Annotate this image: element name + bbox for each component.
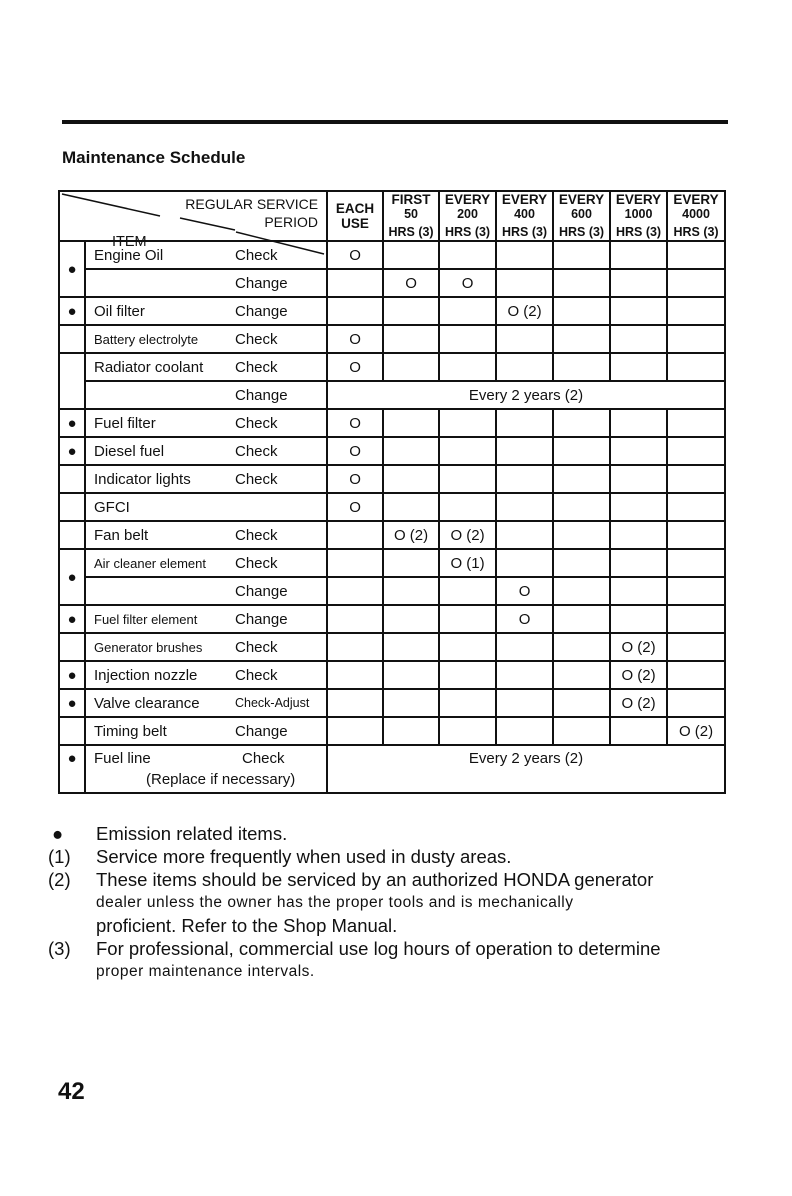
item-action: Change bbox=[231, 381, 327, 409]
footnote-line: dealer unless the owner has the proper tools and is mechanically bbox=[96, 894, 574, 911]
top-rule bbox=[62, 120, 728, 124]
table-row bbox=[59, 605, 725, 633]
cell bbox=[383, 549, 439, 577]
cell bbox=[496, 549, 553, 577]
footnote-3 bbox=[48, 937, 738, 983]
footnote-marker: (2) bbox=[48, 869, 71, 890]
cell bbox=[610, 717, 667, 745]
cell bbox=[610, 521, 667, 549]
col-bot: HRS (3) bbox=[673, 225, 719, 239]
cell: O bbox=[327, 325, 383, 353]
emission-bullet: ● bbox=[59, 437, 85, 465]
col-mid: USE bbox=[341, 216, 369, 231]
item-name bbox=[85, 269, 231, 297]
emission-bullet: ● bbox=[59, 241, 85, 297]
col-top: EVERY bbox=[501, 192, 548, 207]
cell bbox=[496, 689, 553, 717]
regular-service-label: REGULAR SERVICE bbox=[185, 196, 319, 212]
cell bbox=[667, 633, 725, 661]
cell bbox=[439, 325, 496, 353]
cell bbox=[667, 577, 725, 605]
item-action: Check-Adjust bbox=[231, 689, 327, 717]
item-action: Check bbox=[231, 353, 327, 381]
cell bbox=[496, 661, 553, 689]
item-name bbox=[85, 381, 231, 409]
cell bbox=[553, 661, 610, 689]
cell bbox=[496, 521, 553, 549]
cell bbox=[496, 269, 553, 297]
col-bot: HRS (3) bbox=[558, 225, 605, 239]
cell bbox=[496, 325, 553, 353]
footnote-text: Service more frequently when used in dusty areas. bbox=[96, 846, 512, 867]
table-row bbox=[59, 689, 725, 717]
cell: O bbox=[439, 269, 496, 297]
span-cell: Every 2 years (2) bbox=[327, 745, 725, 793]
cell bbox=[439, 409, 496, 437]
footnote-2 bbox=[48, 868, 738, 937]
cell bbox=[496, 409, 553, 437]
cell bbox=[327, 689, 383, 717]
col-header-every-4000 bbox=[667, 191, 725, 241]
cell bbox=[383, 661, 439, 689]
cell bbox=[383, 353, 439, 381]
cell: O (2) bbox=[667, 717, 725, 745]
col-header-every-1000 bbox=[610, 191, 667, 241]
item-action: Check bbox=[231, 241, 327, 269]
item-name: Air cleaner element bbox=[85, 549, 231, 577]
item-action: Change bbox=[231, 577, 327, 605]
table-row bbox=[59, 661, 725, 689]
col-header-every-600 bbox=[553, 191, 610, 241]
col-top: FIRST bbox=[391, 192, 431, 207]
cell bbox=[439, 689, 496, 717]
cell: O (2) bbox=[610, 633, 667, 661]
header-row bbox=[59, 191, 725, 241]
footnote-marker: ● bbox=[52, 823, 64, 844]
cell bbox=[667, 605, 725, 633]
cell bbox=[439, 297, 496, 325]
table-row bbox=[59, 297, 725, 325]
col-header-each-use bbox=[327, 191, 383, 241]
col-mid: 1000 bbox=[624, 207, 653, 221]
cell bbox=[496, 717, 553, 745]
emission-bullet: ● bbox=[59, 661, 85, 689]
cell bbox=[439, 353, 496, 381]
cell bbox=[553, 549, 610, 577]
page-title: Maintenance Schedule bbox=[62, 148, 246, 167]
cell bbox=[327, 605, 383, 633]
cell bbox=[383, 717, 439, 745]
cell bbox=[383, 577, 439, 605]
cell bbox=[383, 633, 439, 661]
cell bbox=[439, 717, 496, 745]
emission-bullet: ● bbox=[59, 549, 85, 605]
cell bbox=[439, 465, 496, 493]
item-action: Check bbox=[231, 549, 327, 577]
bullet-empty bbox=[59, 633, 85, 661]
cell bbox=[383, 297, 439, 325]
item-action: Check bbox=[231, 633, 327, 661]
emission-bullet: ● bbox=[59, 297, 85, 325]
item-action: Check bbox=[231, 661, 327, 689]
footnote-line: For professional, commercial use log hours of operation to determine bbox=[96, 938, 661, 959]
item-name: GFCI bbox=[85, 493, 231, 521]
table-row bbox=[59, 577, 725, 605]
cell bbox=[667, 241, 725, 269]
cell bbox=[610, 577, 667, 605]
cell bbox=[667, 437, 725, 465]
cell bbox=[610, 605, 667, 633]
cell bbox=[327, 549, 383, 577]
cell bbox=[553, 493, 610, 521]
col-bot: HRS (3) bbox=[444, 225, 491, 239]
cell bbox=[553, 577, 610, 605]
bullet-empty bbox=[59, 493, 85, 521]
bullet-empty bbox=[59, 521, 85, 549]
cell bbox=[553, 297, 610, 325]
cell: O bbox=[327, 437, 383, 465]
item-name: Fuel filter bbox=[85, 409, 231, 437]
cell bbox=[553, 353, 610, 381]
item-name: Oil filter bbox=[85, 297, 231, 325]
table-row bbox=[59, 437, 725, 465]
item-name bbox=[85, 577, 231, 605]
bullet-empty bbox=[59, 717, 85, 745]
cell bbox=[553, 465, 610, 493]
item-action: Change bbox=[231, 297, 327, 325]
cell bbox=[553, 325, 610, 353]
cell bbox=[667, 689, 725, 717]
emission-bullet: ● bbox=[59, 745, 85, 793]
cell bbox=[327, 661, 383, 689]
table-row bbox=[59, 633, 725, 661]
cell bbox=[327, 577, 383, 605]
emission-bullet: ● bbox=[59, 605, 85, 633]
footnote-text: Emission related items. bbox=[96, 823, 288, 844]
item-subnote: (Replace if necessary) bbox=[146, 771, 296, 788]
cell: O bbox=[383, 269, 439, 297]
col-header-first-50 bbox=[383, 191, 439, 241]
item-name: Fan belt bbox=[85, 521, 231, 549]
cell bbox=[439, 633, 496, 661]
cell bbox=[667, 493, 725, 521]
col-top: EVERY bbox=[615, 192, 662, 207]
table-row bbox=[59, 409, 725, 437]
cell: O (2) bbox=[383, 521, 439, 549]
col-bot: HRS (3) bbox=[615, 225, 662, 239]
cell bbox=[553, 241, 610, 269]
cell: O (2) bbox=[610, 689, 667, 717]
cell bbox=[439, 241, 496, 269]
maintenance-schedule-table bbox=[58, 190, 726, 794]
item-action: Check bbox=[231, 325, 327, 353]
table-row bbox=[59, 493, 725, 521]
cell bbox=[383, 325, 439, 353]
cell bbox=[610, 353, 667, 381]
col-bot: HRS (3) bbox=[388, 225, 434, 239]
footnotes bbox=[48, 822, 738, 983]
col-mid: 4000 bbox=[682, 207, 710, 221]
cell bbox=[327, 297, 383, 325]
cell: O bbox=[327, 493, 383, 521]
cell bbox=[553, 521, 610, 549]
footnote-line: proper maintenance intervals. bbox=[96, 963, 315, 980]
cell bbox=[667, 325, 725, 353]
cell: O (2) bbox=[610, 661, 667, 689]
footnote-emission bbox=[48, 822, 738, 845]
col-header-every-200 bbox=[439, 191, 496, 241]
cell bbox=[610, 269, 667, 297]
cell bbox=[553, 605, 610, 633]
cell bbox=[383, 689, 439, 717]
cell: O (2) bbox=[439, 521, 496, 549]
cell: O bbox=[327, 409, 383, 437]
col-mid: 50 bbox=[404, 207, 418, 221]
cell bbox=[439, 605, 496, 633]
cell bbox=[610, 493, 667, 521]
cell bbox=[610, 465, 667, 493]
cell bbox=[327, 717, 383, 745]
item-name: Timing belt bbox=[85, 717, 231, 745]
cell bbox=[610, 325, 667, 353]
cell bbox=[383, 409, 439, 437]
item-name: Injection nozzle bbox=[85, 661, 231, 689]
footnote-marker: (3) bbox=[48, 938, 71, 959]
bullet-empty bbox=[59, 465, 85, 493]
cell bbox=[496, 353, 553, 381]
item-action: Check bbox=[242, 750, 285, 767]
item-name: Diesel fuel bbox=[85, 437, 231, 465]
item-action: Change bbox=[231, 269, 327, 297]
cell bbox=[667, 549, 725, 577]
cell bbox=[667, 269, 725, 297]
cell bbox=[496, 437, 553, 465]
cell bbox=[439, 577, 496, 605]
cell bbox=[610, 241, 667, 269]
cell bbox=[667, 409, 725, 437]
table-row bbox=[59, 325, 725, 353]
item-name: Indicator lights bbox=[85, 465, 231, 493]
item-name: Radiator coolant bbox=[85, 353, 231, 381]
cell: O (2) bbox=[496, 297, 553, 325]
cell bbox=[553, 633, 610, 661]
span-cell: Every 2 years (2) bbox=[327, 381, 725, 409]
item-action: Check bbox=[231, 409, 327, 437]
cell bbox=[553, 717, 610, 745]
cell bbox=[610, 409, 667, 437]
cell bbox=[327, 269, 383, 297]
item-action bbox=[231, 493, 327, 521]
cell: O bbox=[327, 465, 383, 493]
col-top: EVERY bbox=[444, 192, 491, 207]
table-row bbox=[59, 381, 725, 409]
cell bbox=[383, 465, 439, 493]
cell: O bbox=[327, 353, 383, 381]
cell bbox=[383, 605, 439, 633]
cell bbox=[439, 493, 496, 521]
cell bbox=[667, 353, 725, 381]
col-header-every-400 bbox=[496, 191, 553, 241]
item-name: Engine Oil bbox=[85, 241, 231, 269]
cell: O bbox=[496, 605, 553, 633]
cell bbox=[553, 269, 610, 297]
col-top: EVERY bbox=[673, 192, 719, 207]
table-row bbox=[59, 269, 725, 297]
footnote-marker: (1) bbox=[48, 846, 71, 867]
header-corner bbox=[59, 191, 327, 250]
item-name: Fuel line bbox=[94, 750, 151, 767]
cell: O (1) bbox=[439, 549, 496, 577]
table-row bbox=[59, 549, 725, 577]
period-label: PERIOD bbox=[264, 214, 319, 230]
col-top: EACH bbox=[335, 201, 375, 216]
table-row bbox=[59, 745, 725, 793]
cell bbox=[610, 549, 667, 577]
page-number: 42 bbox=[58, 1078, 85, 1105]
cell bbox=[496, 465, 553, 493]
item-action: Change bbox=[231, 605, 327, 633]
col-bot: HRS (3) bbox=[501, 225, 548, 239]
cell bbox=[383, 493, 439, 521]
cell bbox=[553, 409, 610, 437]
cell bbox=[667, 297, 725, 325]
footnote-line: These items should be serviced by an authorized HONDA generator bbox=[96, 869, 654, 890]
bullet-empty bbox=[59, 353, 85, 409]
cell bbox=[610, 437, 667, 465]
bullet-empty bbox=[59, 325, 85, 353]
table-row bbox=[59, 521, 725, 549]
item-action: Check bbox=[231, 437, 327, 465]
col-mid: 600 bbox=[571, 207, 592, 221]
item-action: Change bbox=[231, 717, 327, 745]
cell bbox=[496, 493, 553, 521]
table-row bbox=[59, 465, 725, 493]
cell bbox=[383, 437, 439, 465]
item-name: Valve clearance bbox=[85, 689, 231, 717]
cell bbox=[610, 297, 667, 325]
cell bbox=[439, 437, 496, 465]
footnote-line: proficient. Refer to the Shop Manual. bbox=[96, 915, 398, 936]
col-top: EVERY bbox=[558, 192, 605, 207]
emission-bullet: ● bbox=[59, 689, 85, 717]
cell bbox=[553, 689, 610, 717]
footnote-1 bbox=[48, 845, 738, 868]
cell bbox=[496, 241, 553, 269]
table-row bbox=[59, 717, 725, 745]
item-name: Fuel filter element bbox=[85, 605, 231, 633]
item-name: Battery electrolyte bbox=[85, 325, 231, 353]
item-action: Check bbox=[231, 521, 327, 549]
emission-bullet: ● bbox=[59, 409, 85, 437]
cell bbox=[553, 437, 610, 465]
cell bbox=[383, 241, 439, 269]
cell: O bbox=[327, 241, 383, 269]
cell bbox=[667, 661, 725, 689]
col-mid: 200 bbox=[457, 207, 478, 221]
item-name: Generator brushes bbox=[85, 633, 231, 661]
cell bbox=[667, 465, 725, 493]
cell bbox=[667, 521, 725, 549]
item-label: ITEM bbox=[112, 234, 147, 250]
cell bbox=[327, 521, 383, 549]
fuel-line-item-cell bbox=[85, 745, 327, 793]
table-row bbox=[59, 353, 725, 381]
cell bbox=[496, 633, 553, 661]
cell bbox=[439, 661, 496, 689]
item-action: Check bbox=[231, 465, 327, 493]
cell: O bbox=[496, 577, 553, 605]
cell bbox=[327, 633, 383, 661]
col-mid: 400 bbox=[514, 207, 535, 221]
